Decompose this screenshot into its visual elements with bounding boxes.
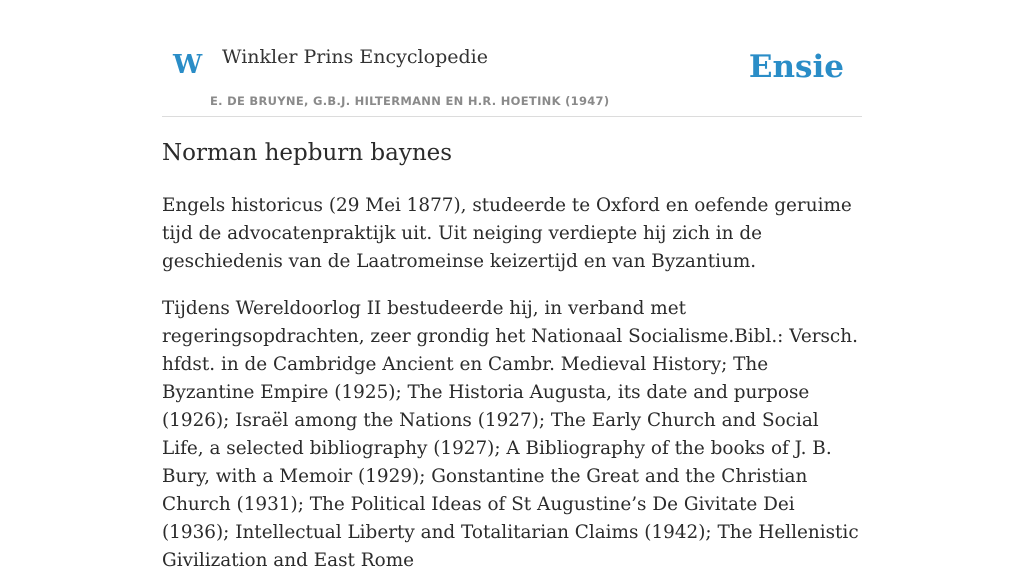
publication-title[interactable]: Winkler Prins Encyclopedie — [222, 46, 488, 68]
article-paragraph: Tijdens Wereldoorlog II bestudeerde hij, in verband met regeringsopdrachten, zeer grondig het Nationaal Socialisme.Bibl.: Versch. hfdst. in de Cambridge Ancient en Cambr. Medieval History; The Byzantine Empire (1925); The Historia Augusta, its date and purpose (1926); Israël among the Nations (1927); The Early Church and Social Life, a selected bibliography (1927); A Bibliography of the books of J. B. Bury, with a Memoir (1929); Gonstantine the Great and the Christian Church (1931); The Political Ideas of St Augustine’s De Givitate Dei (1936); Intellectual Liberty and Totalitarian Claims (1942); The Hellenistic Givilization and East Rome — [162, 298, 859, 571]
publication-authors: E. DE BRUYNE, G.B.J. HILTERMANN EN H.R. HOETINK (1947) — [210, 94, 610, 108]
article-paragraph: Engels historicus (29 Mei 1877), studeerde te Oxford en oefende geruime tijd de advocatenpraktijk uit. Uit neiging verdiepte hij zich in de geschiedenis van de Laatromeinse keizertijd en van Byzantium. — [162, 195, 852, 272]
page — [162, 0, 862, 571]
brand-logo[interactable]: Ensie — [748, 49, 844, 85]
site-header — [162, 0, 862, 117]
publication-logo[interactable]: W — [173, 50, 203, 80]
article-title: Norman hepburn baynes — [162, 140, 453, 166]
